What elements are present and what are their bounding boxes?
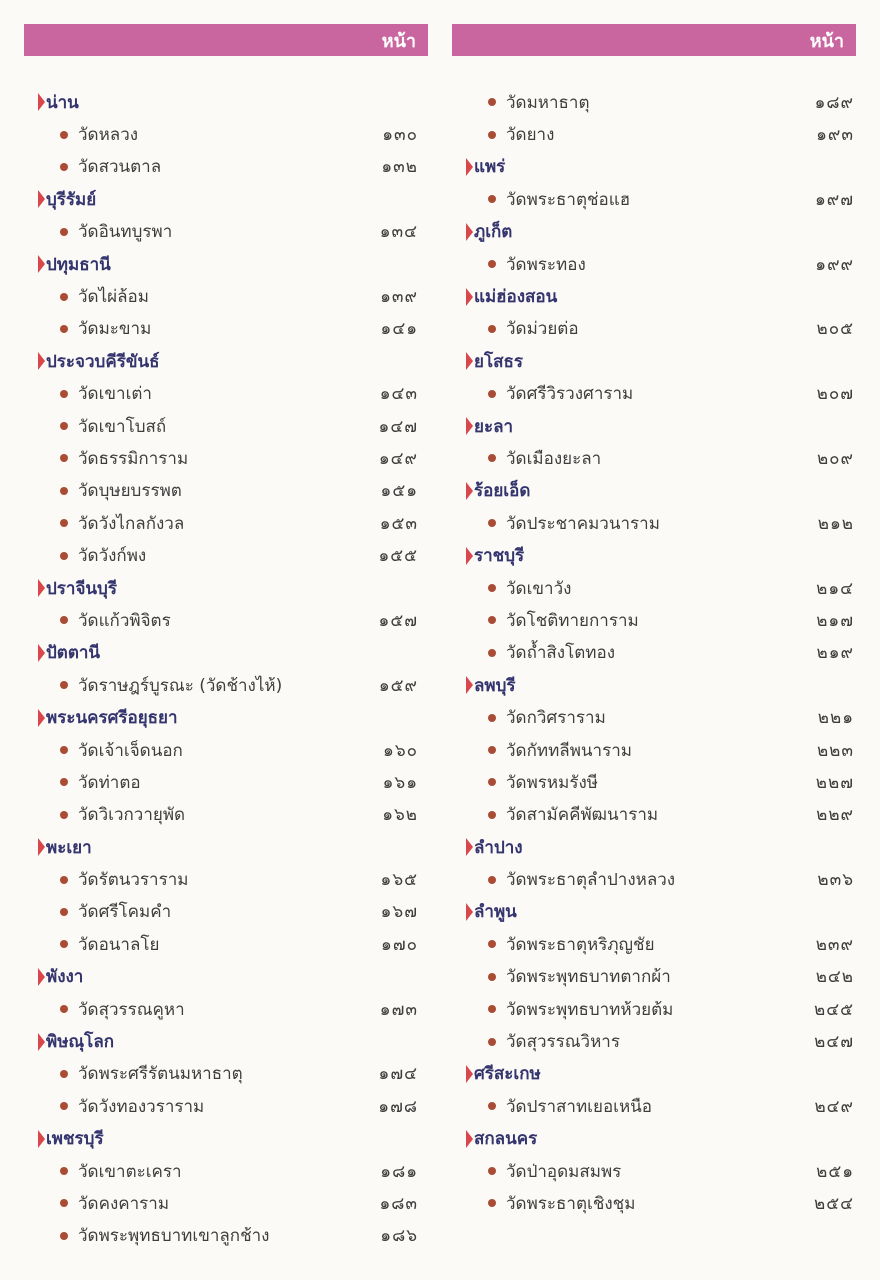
page-number: ๒๑๙: [816, 643, 854, 664]
toc-entry[interactable]: [24, 378, 428, 410]
toc-province-heading[interactable]: [24, 1123, 428, 1155]
toc-entry[interactable]: [24, 475, 428, 507]
arrow-marker-icon: [38, 1033, 45, 1051]
province-name: ยโสธร: [474, 351, 523, 372]
page-number: ๒๐๗: [816, 384, 854, 405]
province-name: สกลนคร: [474, 1129, 538, 1150]
temple-name: วัดถ้ำสิงโตทอง: [506, 643, 615, 664]
province-name: ปราจีนบุรี: [46, 578, 117, 599]
toc-entry[interactable]: [452, 572, 856, 604]
toc-province-heading[interactable]: [24, 183, 428, 215]
page-number: ๑๖๗: [380, 902, 418, 923]
right-column: [452, 24, 856, 1220]
toc-entry[interactable]: [24, 216, 428, 248]
temple-name: วัดกัททลีพนาราม: [506, 740, 632, 761]
toc-entry[interactable]: [24, 442, 428, 474]
temple-name: วัดเมืองยะลา: [506, 448, 602, 469]
toc-province-heading[interactable]: [24, 831, 428, 863]
arrow-marker-icon: [466, 223, 473, 241]
toc-entry[interactable]: [24, 734, 428, 766]
toc-province-heading[interactable]: [452, 896, 856, 928]
province-name: แพร่: [474, 157, 506, 178]
province-name: ลำปาง: [474, 837, 523, 858]
toc-entry[interactable]: [452, 86, 856, 118]
arrow-marker-icon: [466, 838, 473, 856]
province-name: ปัตตานี: [46, 643, 101, 664]
page-number: ๑๖๐: [383, 740, 418, 761]
toc-entry[interactable]: [452, 378, 856, 410]
bullet-icon: [60, 1199, 68, 1207]
page-number: ๑๓๔: [379, 222, 418, 243]
temple-name: วัดเจ้าเจ็ดนอก: [78, 740, 183, 761]
page-number: ๑๗๘: [378, 1096, 418, 1117]
toc-entry[interactable]: [24, 1058, 428, 1090]
toc-province-heading[interactable]: [24, 701, 428, 733]
bullet-icon: [60, 487, 68, 495]
bullet-icon: [488, 778, 496, 786]
bullet-icon: [60, 293, 68, 301]
toc-entry[interactable]: [24, 118, 428, 150]
page-number: ๑๔๗: [378, 416, 418, 437]
page-number: ๑๘๖: [380, 1226, 418, 1247]
page-number: ๒๕๑: [816, 1161, 854, 1182]
page-number: ๑๗๓: [379, 999, 418, 1020]
page-number: ๒๒๙: [816, 805, 854, 826]
temple-name: วัดปราสาทเยอเหนือ: [506, 1096, 653, 1117]
temple-name: วัดอินทบูรพา: [78, 222, 173, 243]
bullet-icon: [488, 98, 496, 106]
toc-province-heading[interactable]: [452, 539, 856, 571]
temple-name: วัดมะขาม: [78, 319, 152, 340]
temple-name: วัดสามัคคีพัฒนาราม: [506, 805, 659, 826]
toc-entry[interactable]: [24, 669, 428, 701]
toc-entry[interactable]: [452, 799, 856, 831]
toc-entry[interactable]: [24, 896, 428, 928]
arrow-marker-icon: [38, 644, 45, 662]
toc-province-heading[interactable]: [24, 345, 428, 377]
province-name: ยะลา: [474, 416, 514, 437]
temple-name: วัดพระธาตุช่อแฮ: [506, 189, 631, 210]
page-number: ๒๑๗: [816, 610, 854, 631]
bullet-icon: [488, 746, 496, 754]
temple-name: วัดวังไกลกังวล: [78, 513, 185, 534]
toc-entry[interactable]: [24, 799, 428, 831]
page-number: ๑๓๐: [382, 125, 418, 146]
page-number: ๒๐๕: [816, 319, 854, 340]
page-number: ๒๑๒: [817, 513, 854, 534]
province-name: ราชบุรี: [474, 546, 525, 567]
arrow-marker-icon: [38, 190, 45, 208]
toc-entry[interactable]: [452, 1155, 856, 1187]
bullet-icon: [488, 260, 496, 268]
toc-entry[interactable]: [24, 1155, 428, 1187]
toc-province-heading[interactable]: [24, 572, 428, 604]
arrow-marker-icon: [38, 709, 45, 727]
left-header-page-label: หน้า: [381, 30, 416, 52]
toc-entry[interactable]: [452, 637, 856, 669]
temple-name: วัดพระธาตุลำปางหลวง: [506, 870, 676, 891]
temple-name: วัดรัตนวราราม: [78, 870, 189, 891]
temple-name: วัดหลวง: [78, 125, 139, 146]
arrow-marker-icon: [38, 968, 45, 986]
bullet-icon: [60, 778, 68, 786]
temple-name: วัดศรีวิรวงศาราม: [506, 384, 634, 405]
bullet-icon: [60, 811, 68, 819]
toc-province-heading[interactable]: [452, 669, 856, 701]
temple-name: วัดวังทองวราราม: [78, 1096, 205, 1117]
page-number: ๑๔๓: [379, 384, 418, 405]
toc-province-heading[interactable]: [452, 1123, 856, 1155]
toc-entry[interactable]: [452, 507, 856, 539]
province-name: ลำพูน: [474, 902, 517, 923]
page-number: ๑๗๔: [378, 1064, 418, 1085]
page-number: ๑๘๓: [379, 1193, 418, 1214]
temple-name: วัดพระพุทธบาทห้วยต้ม: [506, 999, 674, 1020]
bullet-icon: [60, 1167, 68, 1175]
bullet-icon: [488, 131, 496, 139]
bullet-icon: [488, 940, 496, 948]
province-name: พระนครศรีอยุธยา: [46, 708, 178, 729]
bullet-icon: [488, 714, 496, 722]
page-number: ๑๖๕: [380, 870, 418, 891]
toc-entry[interactable]: [24, 313, 428, 345]
toc-province-heading[interactable]: [24, 86, 428, 118]
toc-province-heading[interactable]: [24, 961, 428, 993]
temple-name: วัดพระพุทธบาทตากผ้า: [506, 967, 671, 988]
arrow-marker-icon: [466, 547, 473, 565]
page-number: ๒๕๔: [814, 1193, 854, 1214]
page-number: ๒๒๑: [817, 708, 854, 729]
province-name: พังงา: [46, 967, 84, 988]
temple-name: วัดธรรมิการาม: [78, 448, 189, 469]
temple-name: วัดมหาธาตุ: [506, 92, 590, 113]
bullet-icon: [488, 1167, 496, 1175]
page-number: ๑๕๗: [378, 610, 418, 631]
toc-entry[interactable]: [452, 1090, 856, 1122]
temple-name: วัดสุวรรณคูหา: [78, 999, 185, 1020]
page-number: ๑๘๙: [814, 92, 854, 113]
right-header-page-label: หน้า: [809, 30, 844, 52]
bullet-icon: [60, 940, 68, 948]
toc-entry[interactable]: [452, 1025, 856, 1057]
temple-name: วัดประชาคมวนาราม: [506, 513, 660, 534]
toc-entry[interactable]: [24, 410, 428, 442]
bullet-icon: [60, 552, 68, 560]
temple-name: วัดวังก์พง: [78, 546, 147, 567]
page-number: ๑๓๒: [381, 157, 418, 178]
temple-name: วัดสุวรรณวิหาร: [506, 1032, 620, 1053]
province-name: ประจวบคีรีขันธ์: [46, 351, 160, 372]
toc-province-heading[interactable]: [24, 637, 428, 669]
toc-entry[interactable]: [452, 928, 856, 960]
bullet-icon: [488, 1038, 496, 1046]
toc-entry[interactable]: [452, 701, 856, 733]
temple-name: วัดเขาเต่า: [78, 384, 152, 405]
left-toc-list: [24, 86, 428, 1252]
page-number: ๒๒๗: [815, 772, 854, 793]
arrow-marker-icon: [38, 352, 45, 370]
page-number: ๑๔๑: [380, 319, 418, 340]
bullet-icon: [488, 1199, 496, 1207]
arrow-marker-icon: [466, 352, 473, 370]
bullet-icon: [60, 908, 68, 916]
temple-name: วัดพรหมรังษี: [506, 772, 598, 793]
bullet-icon: [60, 1005, 68, 1013]
toc-province-heading[interactable]: [452, 280, 856, 312]
page-number: ๒๔๕: [814, 999, 854, 1020]
page-number: ๑๘๑: [380, 1161, 418, 1182]
page-number: ๑๙๙: [815, 254, 854, 275]
page-number: ๒๔๗: [814, 1032, 854, 1053]
bullet-icon: [488, 390, 496, 398]
bullet-icon: [60, 131, 68, 139]
temple-name: วัดยาง: [506, 125, 555, 146]
toc-entry[interactable]: [24, 1187, 428, 1219]
temple-name: วัดแก้วพิจิตร: [78, 610, 171, 631]
temple-name: วัดสวนตาล: [78, 157, 162, 178]
toc-province-heading[interactable]: [452, 475, 856, 507]
temple-name: วัดเขาวัง: [506, 578, 572, 599]
toc-province-heading[interactable]: [452, 410, 856, 442]
page-number: ๒๔๒: [815, 967, 854, 988]
page-number: ๒๓๙: [815, 934, 854, 955]
bullet-icon: [60, 390, 68, 398]
bullet-icon: [488, 1102, 496, 1110]
toc-entry[interactable]: [24, 993, 428, 1025]
toc-entry[interactable]: [452, 993, 856, 1025]
toc-province-heading[interactable]: [452, 345, 856, 377]
bullet-icon: [60, 876, 68, 884]
arrow-marker-icon: [466, 903, 473, 921]
province-name: ศรีสะเกษ: [474, 1064, 541, 1085]
toc-entry[interactable]: [24, 863, 428, 895]
toc-entry[interactable]: [452, 863, 856, 895]
toc-entry[interactable]: [452, 118, 856, 150]
bullet-icon: [60, 616, 68, 624]
temple-name: วัดพระศรีรัตนมหาธาตุ: [78, 1064, 243, 1085]
toc-entry[interactable]: [24, 766, 428, 798]
temple-name: วัดบุษยบรรพต: [78, 481, 182, 502]
province-name: พะเยา: [46, 837, 92, 858]
temple-name: วัดม่วยต่อ: [506, 319, 579, 340]
province-name: ร้อยเอ็ด: [474, 481, 531, 502]
toc-entry[interactable]: [24, 1220, 428, 1252]
bullet-icon: [488, 454, 496, 462]
arrow-marker-icon: [466, 482, 473, 500]
bullet-icon: [60, 1232, 68, 1240]
page-number: ๒๔๙: [814, 1096, 854, 1117]
toc-entry[interactable]: [24, 604, 428, 636]
page-number: ๑๙๗: [814, 189, 854, 210]
temple-name: วัดพระพุทธบาทเขาลูกช้าง: [78, 1226, 270, 1247]
toc-entry[interactable]: [452, 961, 856, 993]
toc-entry[interactable]: [452, 1187, 856, 1219]
bullet-icon: [488, 649, 496, 657]
toc-entry[interactable]: [452, 248, 856, 280]
page-number: ๑๓๙: [380, 287, 418, 308]
temple-name: วัดไผ่ล้อม: [78, 287, 149, 308]
province-name: เพชรบุรี: [46, 1129, 104, 1150]
toc-province-heading[interactable]: [452, 151, 856, 183]
page-number: ๑๙๓: [816, 125, 854, 146]
temple-name: วัดเขาโบสถ์: [78, 416, 167, 437]
toc-entry[interactable]: [452, 442, 856, 474]
toc-entry[interactable]: [452, 183, 856, 215]
bullet-icon: [60, 422, 68, 430]
page-number: ๑๔๙: [378, 448, 418, 469]
arrow-marker-icon: [466, 1065, 473, 1083]
page-number: ๒๓๖: [817, 870, 854, 891]
toc-entry[interactable]: [452, 313, 856, 345]
toc-province-heading[interactable]: [452, 831, 856, 863]
arrow-marker-icon: [38, 1130, 45, 1148]
toc-entry[interactable]: [452, 604, 856, 636]
arrow-marker-icon: [466, 417, 473, 435]
temple-name: วัดวิเวกวายุพัด: [78, 805, 186, 826]
toc-entry[interactable]: [24, 928, 428, 960]
temple-name: วัดศรีโคมคำ: [78, 902, 172, 923]
temple-name: วัดพระทอง: [506, 254, 586, 275]
arrow-marker-icon: [38, 579, 45, 597]
bullet-icon: [60, 681, 68, 689]
province-name: น่าน: [46, 92, 79, 113]
province-name: ปทุมธานี: [46, 254, 111, 275]
toc-province-heading[interactable]: [24, 1025, 428, 1057]
province-name: บุรีรัมย์: [46, 189, 97, 210]
page-number: ๑๕๕: [378, 546, 418, 567]
temple-name: วัดโชติทายการาม: [506, 610, 639, 631]
temple-name: วัดอนาลโย: [78, 934, 160, 955]
toc-entry[interactable]: [24, 539, 428, 571]
bullet-icon: [60, 519, 68, 527]
left-column: [24, 24, 428, 1252]
page-number: ๑๕๑: [380, 481, 418, 502]
arrow-marker-icon: [466, 1130, 473, 1148]
page-number: ๑๖๑: [382, 772, 418, 793]
arrow-marker-icon: [466, 676, 473, 694]
temple-name: วัดพระธาตุเชิงชุม: [506, 1193, 636, 1214]
bullet-icon: [488, 325, 496, 333]
right-toc-list: [452, 86, 856, 1220]
bullet-icon: [488, 876, 496, 884]
temple-name: วัดพระธาตุหริภุญชัย: [506, 934, 655, 955]
bullet-icon: [60, 325, 68, 333]
toc-entry[interactable]: [24, 280, 428, 312]
arrow-marker-icon: [38, 93, 45, 111]
bullet-icon: [488, 616, 496, 624]
toc-entry[interactable]: [24, 1090, 428, 1122]
bullet-icon: [60, 454, 68, 462]
right-header-bar: [452, 24, 856, 56]
bullet-icon: [60, 163, 68, 171]
arrow-marker-icon: [38, 838, 45, 856]
bullet-icon: [60, 228, 68, 236]
province-name: แม่ฮ่องสอน: [474, 287, 558, 308]
province-name: พิษณุโลก: [46, 1032, 115, 1053]
toc-entry[interactable]: [452, 734, 856, 766]
page-number: ๑๕๓: [379, 513, 418, 534]
arrow-marker-icon: [38, 255, 45, 273]
page-number: ๒๐๙: [816, 448, 854, 469]
toc-province-heading[interactable]: [452, 1058, 856, 1090]
bullet-icon: [488, 811, 496, 819]
page-number: ๑๗๐: [381, 934, 418, 955]
bullet-icon: [60, 1070, 68, 1078]
page-number: ๑๕๙: [378, 675, 418, 696]
toc-province-heading[interactable]: [24, 248, 428, 280]
bullet-icon: [488, 973, 496, 981]
toc-entry[interactable]: [452, 766, 856, 798]
bullet-icon: [60, 1102, 68, 1110]
toc-entry[interactable]: [24, 507, 428, 539]
temple-name: วัดเขาตะเครา: [78, 1161, 182, 1182]
toc-entry[interactable]: [24, 151, 428, 183]
temple-name: วัดคงคาราม: [78, 1193, 170, 1214]
page-number: ๒๑๔: [816, 578, 854, 599]
left-header-bar: [24, 24, 428, 56]
page-number: ๒๒๓: [816, 740, 854, 761]
province-name: ลพบุรี: [474, 675, 516, 696]
temple-name: วัดป่าอุดมสมพร: [506, 1161, 622, 1182]
bullet-icon: [60, 746, 68, 754]
bullet-icon: [488, 195, 496, 203]
arrow-marker-icon: [466, 158, 473, 176]
arrow-marker-icon: [466, 288, 473, 306]
temple-name: วัดท่าตอ: [78, 772, 141, 793]
temple-name: วัดราษฎร์บูรณะ (วัดช้างไห้): [78, 675, 283, 696]
page-number: ๑๖๒: [382, 805, 418, 826]
bullet-icon: [488, 519, 496, 527]
province-name: ภูเก็ต: [474, 222, 513, 243]
toc-province-heading[interactable]: [452, 216, 856, 248]
bullet-icon: [488, 584, 496, 592]
temple-name: วัดกวิศราราม: [506, 708, 606, 729]
bullet-icon: [488, 1005, 496, 1013]
